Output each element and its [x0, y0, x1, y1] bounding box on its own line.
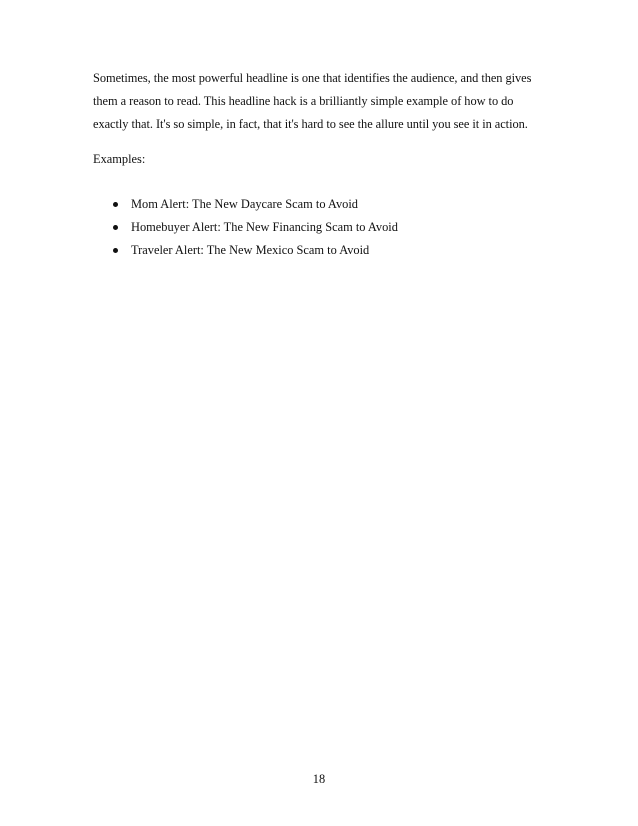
page-content [93, 67, 553, 257]
list-item-text: Homebuyer Alert: The New Financing Scam to Avoid [131, 220, 398, 234]
examples-label: Examples: [93, 152, 146, 166]
list-item [93, 193, 398, 216]
examples-list [93, 193, 398, 262]
bullet-icon [113, 248, 118, 253]
list-item [93, 216, 398, 239]
list-item-text: Traveler Alert: The New Mexico Scam to Avoid [131, 243, 370, 257]
list-item [93, 239, 398, 262]
paragraph-line: them a reason to read. This headline hack is a brilliantly simple example of how to do [93, 94, 514, 108]
paragraph-line: exactly that. It's so simple, in fact, that it's hard to see the allure until you see it in action. [93, 117, 528, 131]
list-item-text: Mom Alert: The New Daycare Scam to Avoid [131, 197, 358, 211]
paragraph-line: Sometimes, the most powerful headline is one that identifies the audience, and then gives [93, 71, 532, 85]
bullet-icon [113, 202, 118, 207]
intro-paragraph [93, 67, 553, 136]
page-number: 18 [312, 772, 326, 786]
bullet-icon [113, 225, 118, 230]
